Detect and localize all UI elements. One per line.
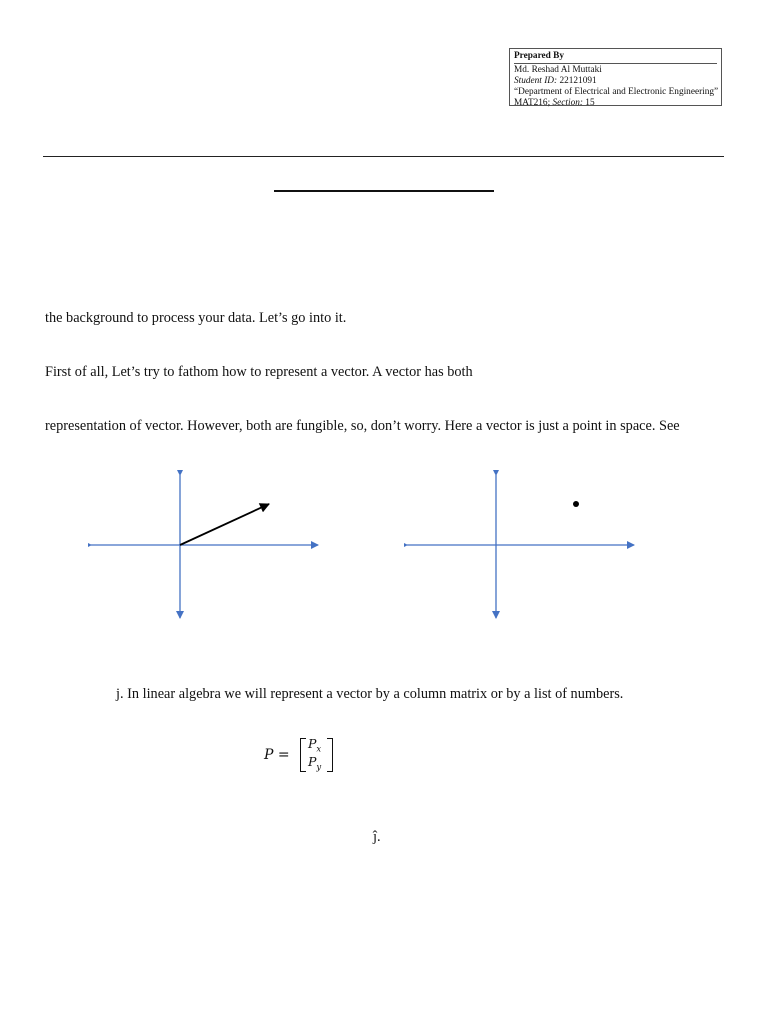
title-underline bbox=[274, 190, 494, 192]
department: “Department of Electrical and Electronic Engineering” bbox=[514, 87, 719, 97]
paragraph-after-figure: j. In linear algebra we will represent a vector by a column matrix or by a list of numbers. bbox=[116, 686, 624, 702]
paragraph-1: the background to process your data. Let’s go into it. bbox=[45, 310, 347, 326]
vector-point bbox=[573, 501, 579, 507]
vector-arrow-diagram bbox=[88, 470, 322, 622]
prepared-by-box bbox=[509, 48, 722, 106]
left-bracket bbox=[300, 738, 306, 772]
author-name: Md. Reshad Al Muttaki bbox=[514, 65, 602, 75]
header-divider bbox=[43, 156, 724, 157]
right-bracket bbox=[327, 738, 333, 772]
section-value: 15 bbox=[585, 98, 595, 108]
vector-arrow bbox=[180, 504, 269, 545]
unit-vector-j-hat: ĵ. bbox=[373, 829, 381, 845]
student-id-label: Student ID: bbox=[514, 76, 558, 86]
matrix-lhs: P = bbox=[264, 747, 290, 763]
matrix-entry-bottom: $P_y$ bbox=[308, 754, 322, 773]
student-id-value: 22121091 bbox=[559, 76, 597, 86]
paragraph-2: First of all, Let’s try to fathom how to represent a vector. A vector has both bbox=[45, 364, 473, 380]
vector-point-diagram bbox=[404, 470, 638, 622]
course-row bbox=[514, 98, 717, 109]
student-id-row bbox=[514, 76, 717, 87]
prepared-by-title: Prepared By bbox=[514, 51, 717, 64]
section-label: Section: bbox=[552, 98, 583, 108]
course-code: MAT216; bbox=[514, 98, 551, 108]
paragraph-3: representation of vector. However, both are fungible, so, don’t worry. Here a vector is just a point in space. See bbox=[45, 418, 680, 434]
matrix-entry-top: $P_x$ bbox=[308, 736, 322, 755]
